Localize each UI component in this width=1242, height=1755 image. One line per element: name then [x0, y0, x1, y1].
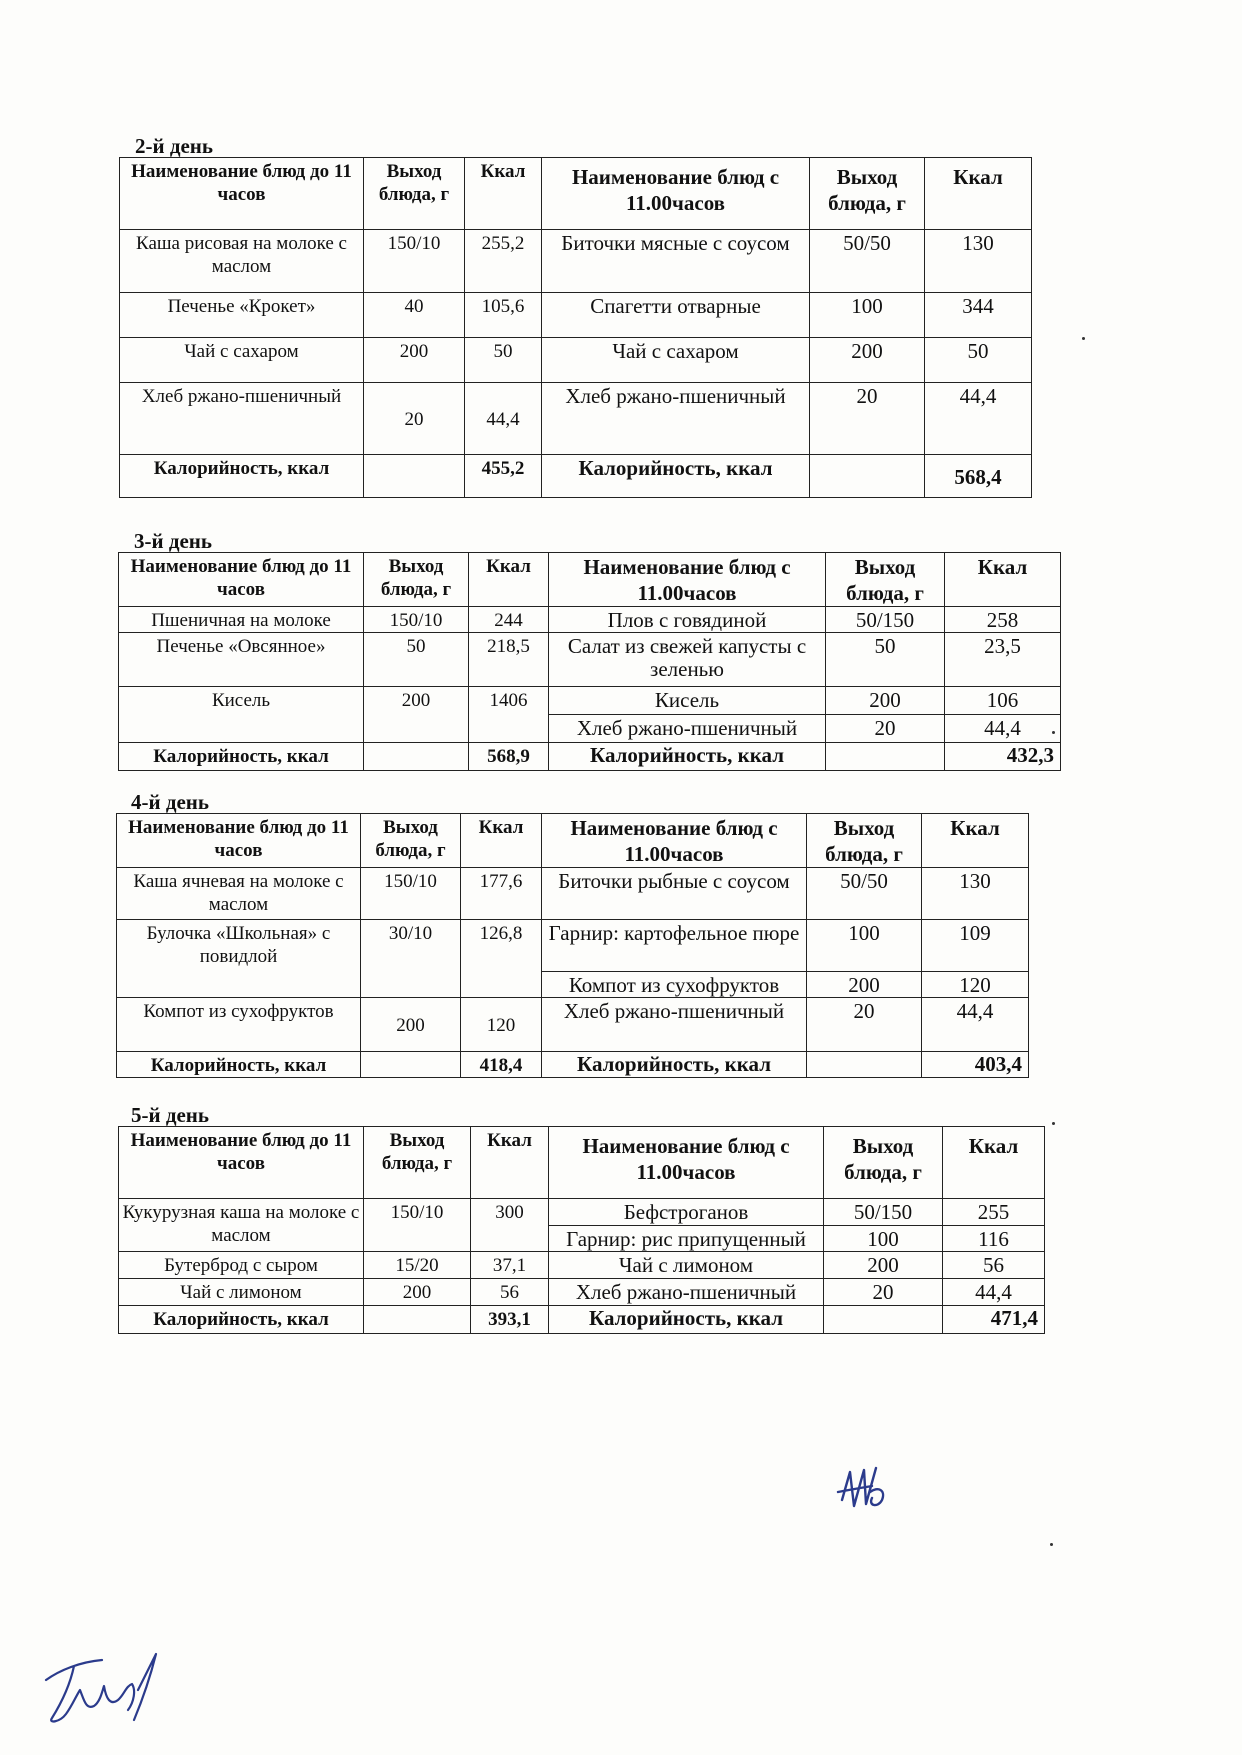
dish-kcal: 130	[925, 230, 1032, 293]
dish-kcal: 126,8	[461, 920, 542, 998]
dish-kcal: 177,6	[461, 868, 542, 920]
day-3-title: 3-й день	[134, 529, 212, 553]
dish-yield: 200	[364, 1279, 471, 1306]
dish-yield: 50/150	[824, 1199, 943, 1226]
dish-kcal: 105,6	[465, 293, 542, 338]
header-yield-after: Выход блюда, г	[810, 158, 925, 230]
empty-cell	[826, 743, 945, 771]
dish-name: Гарнир: рис припущенный	[549, 1226, 824, 1252]
dish-name: Чай с лимоном	[119, 1279, 364, 1306]
day-5-title: 5-й день	[131, 1103, 209, 1127]
header-name-before: Наименование блюд до 11 часов	[120, 158, 364, 230]
dish-name: Бутерброд с сыром	[119, 1252, 364, 1279]
empty-cell	[810, 455, 925, 498]
day-5-menu-table	[118, 1126, 1044, 1332]
total-kcal-before: 418,4	[461, 1052, 542, 1078]
dish-yield: 150/10	[364, 607, 469, 633]
dish-yield: 20	[824, 1279, 943, 1306]
dish-name: Печенье «Крокет»	[120, 293, 364, 338]
dish-yield: 30/10	[361, 920, 461, 998]
dish-kcal: 120	[922, 972, 1029, 998]
total-kcal-after: 432,3	[945, 743, 1061, 771]
dish-kcal: 23,5	[945, 633, 1061, 687]
dish-yield: 150/10	[361, 868, 461, 920]
dish-yield: 100	[810, 293, 925, 338]
dish-yield: 200	[807, 972, 922, 998]
dish-name: Биточки рыбные с соусом	[542, 868, 807, 920]
header-name-after: Наименование блюд с 11.00часов	[542, 814, 807, 868]
header-name-after: Наименование блюд с 11.00часов	[549, 553, 826, 607]
dish-yield: 200	[364, 338, 465, 383]
total-label: Калорийность, ккал	[120, 455, 364, 498]
dish-name: Компот из сухофруктов	[542, 972, 807, 998]
dish-name: Чай с сахаром	[542, 338, 810, 383]
dish-yield: 200	[810, 338, 925, 383]
total-kcal-after: 403,4	[922, 1052, 1029, 1078]
dish-name: Хлеб ржано-пшеничный	[542, 383, 810, 455]
day-2-title: 2-й день	[135, 134, 213, 158]
header-kcal-before: Ккал	[461, 814, 542, 868]
empty-cell	[824, 1306, 943, 1334]
dish-name: Пшеничная на молоке	[119, 607, 364, 633]
scan-speck	[1082, 337, 1085, 340]
header-kcal-before: Ккал	[465, 158, 542, 230]
scan-speck	[1052, 731, 1055, 734]
dish-yield: 100	[824, 1226, 943, 1252]
total-label: Калорийность, ккал	[119, 1306, 364, 1334]
dish-yield: 50/150	[826, 607, 945, 633]
total-label: Калорийность, ккал	[549, 743, 826, 771]
dish-yield: 50	[826, 633, 945, 687]
total-label: Калорийность, ккал	[542, 455, 810, 498]
header-name-after: Наименование блюд с 11.00часов	[549, 1127, 824, 1199]
dish-yield: 200	[824, 1252, 943, 1279]
dish-yield: 20	[364, 383, 465, 455]
day-4-menu-table	[116, 813, 1028, 1077]
dish-kcal: 50	[925, 338, 1032, 383]
header-yield-after: Выход блюда, г	[826, 553, 945, 607]
total-kcal-after: 568,4	[925, 455, 1032, 498]
dish-yield: 150/10	[364, 230, 465, 293]
total-label: Калорийность, ккал	[117, 1052, 361, 1078]
dish-kcal: 130	[922, 868, 1029, 920]
dish-name: Бефстроганов	[549, 1199, 824, 1226]
empty-cell	[364, 455, 465, 498]
dish-name: Кукурузная каша на молоке с маслом	[119, 1199, 364, 1252]
dish-kcal: 44,4	[945, 715, 1061, 743]
dish-kcal: 44,4	[922, 998, 1029, 1052]
total-label: Калорийность, ккал	[549, 1306, 824, 1334]
dish-kcal: 116	[943, 1226, 1045, 1252]
dish-name: Кисель	[549, 687, 826, 715]
dish-name: Хлеб ржано-пшеничный	[120, 383, 364, 455]
header-yield-before: Выход блюда, г	[361, 814, 461, 868]
header-yield-after: Выход блюда, г	[824, 1127, 943, 1199]
dish-name: Хлеб ржано-пшеничный	[542, 998, 807, 1052]
dish-yield: 40	[364, 293, 465, 338]
dish-name: Компот из сухофруктов	[117, 998, 361, 1052]
dish-name: Печенье «Овсянное»	[119, 633, 364, 687]
dish-kcal: 56	[943, 1252, 1045, 1279]
dish-kcal: 255	[943, 1199, 1045, 1226]
dish-name: Каша ячневая на молоке с маслом	[117, 868, 361, 920]
dish-kcal: 44,4	[925, 383, 1032, 455]
dish-yield: 200	[361, 998, 461, 1052]
header-yield-before: Выход блюда, г	[364, 553, 469, 607]
dish-name: Хлеб ржано-пшеничный	[549, 715, 826, 743]
total-label: Калорийность, ккал	[542, 1052, 807, 1078]
dish-kcal: 56	[471, 1279, 549, 1306]
day-4-title: 4-й день	[131, 790, 209, 814]
total-kcal-before: 393,1	[471, 1306, 549, 1334]
dish-yield: 20	[807, 998, 922, 1052]
header-name-before: Наименование блюд до 11 часов	[117, 814, 361, 868]
dish-name: Биточки мясные с соусом	[542, 230, 810, 293]
empty-cell	[364, 1306, 471, 1334]
dish-name: Чай с сахаром	[120, 338, 364, 383]
left-signature	[40, 1640, 170, 1730]
dish-yield: 200	[826, 687, 945, 715]
dish-name: Спагетти отварные	[542, 293, 810, 338]
empty-cell	[361, 1052, 461, 1078]
dish-name: Плов с говядиной	[549, 607, 826, 633]
dish-kcal: 1406	[469, 687, 549, 743]
dish-yield: 50/50	[807, 868, 922, 920]
dish-kcal: 50	[465, 338, 542, 383]
header-name-after: Наименование блюд с 11.00часов	[542, 158, 810, 230]
dish-kcal: 300	[471, 1199, 549, 1252]
header-kcal-after: Ккал	[945, 553, 1061, 607]
total-kcal-before: 455,2	[465, 455, 542, 498]
dish-kcal: 37,1	[471, 1252, 549, 1279]
dish-kcal: 44,4	[943, 1279, 1045, 1306]
empty-cell	[364, 743, 469, 771]
dish-kcal: 244	[469, 607, 549, 633]
header-yield-before: Выход блюда, г	[364, 1127, 471, 1199]
day-2-menu-table	[119, 157, 1031, 497]
dish-yield: 150/10	[364, 1199, 471, 1252]
dish-name: Каша рисовая на молоке с маслом	[120, 230, 364, 293]
dish-yield: 100	[807, 920, 922, 972]
header-kcal-before: Ккал	[469, 553, 549, 607]
dish-name: Булочка «Школьная» с повидлой	[117, 920, 361, 998]
total-label: Калорийность, ккал	[119, 743, 364, 771]
dish-name: Кисель	[119, 687, 364, 743]
dish-yield: 20	[810, 383, 925, 455]
dish-name: Гарнир: картофельное пюре	[542, 920, 807, 972]
dish-yield: 200	[364, 687, 469, 743]
empty-cell	[807, 1052, 922, 1078]
header-kcal-after: Ккал	[943, 1127, 1045, 1199]
dish-kcal: 218,5	[469, 633, 549, 687]
dish-kcal: 44,4	[465, 383, 542, 455]
right-signature	[836, 1462, 896, 1522]
dish-yield: 20	[826, 715, 945, 743]
total-kcal-after: 471,4	[943, 1306, 1045, 1334]
dish-yield: 50/50	[810, 230, 925, 293]
header-yield-after: Выход блюда, г	[807, 814, 922, 868]
header-kcal-before: Ккал	[471, 1127, 549, 1199]
dish-kcal: 106	[945, 687, 1061, 715]
dish-kcal: 120	[461, 998, 542, 1052]
dish-yield: 15/20	[364, 1252, 471, 1279]
header-kcal-after: Ккал	[925, 158, 1032, 230]
dish-name: Салат из свежей капусты с зеленью	[549, 633, 826, 687]
dish-kcal: 109	[922, 920, 1029, 972]
scan-speck	[1050, 1543, 1053, 1546]
scan-speck	[1052, 1122, 1055, 1125]
header-name-before: Наименование блюд до 11 часов	[119, 1127, 364, 1199]
day-3-menu-table	[118, 552, 1060, 766]
dish-kcal: 258	[945, 607, 1061, 633]
dish-kcal: 344	[925, 293, 1032, 338]
dish-name: Чай с лимоном	[549, 1252, 824, 1279]
header-name-before: Наименование блюд до 11 часов	[119, 553, 364, 607]
dish-yield: 50	[364, 633, 469, 687]
header-yield-before: Выход блюда, г	[364, 158, 465, 230]
dish-name: Хлеб ржано-пшеничный	[549, 1279, 824, 1306]
total-kcal-before: 568,9	[469, 743, 549, 771]
header-kcal-after: Ккал	[922, 814, 1029, 868]
dish-kcal: 255,2	[465, 230, 542, 293]
